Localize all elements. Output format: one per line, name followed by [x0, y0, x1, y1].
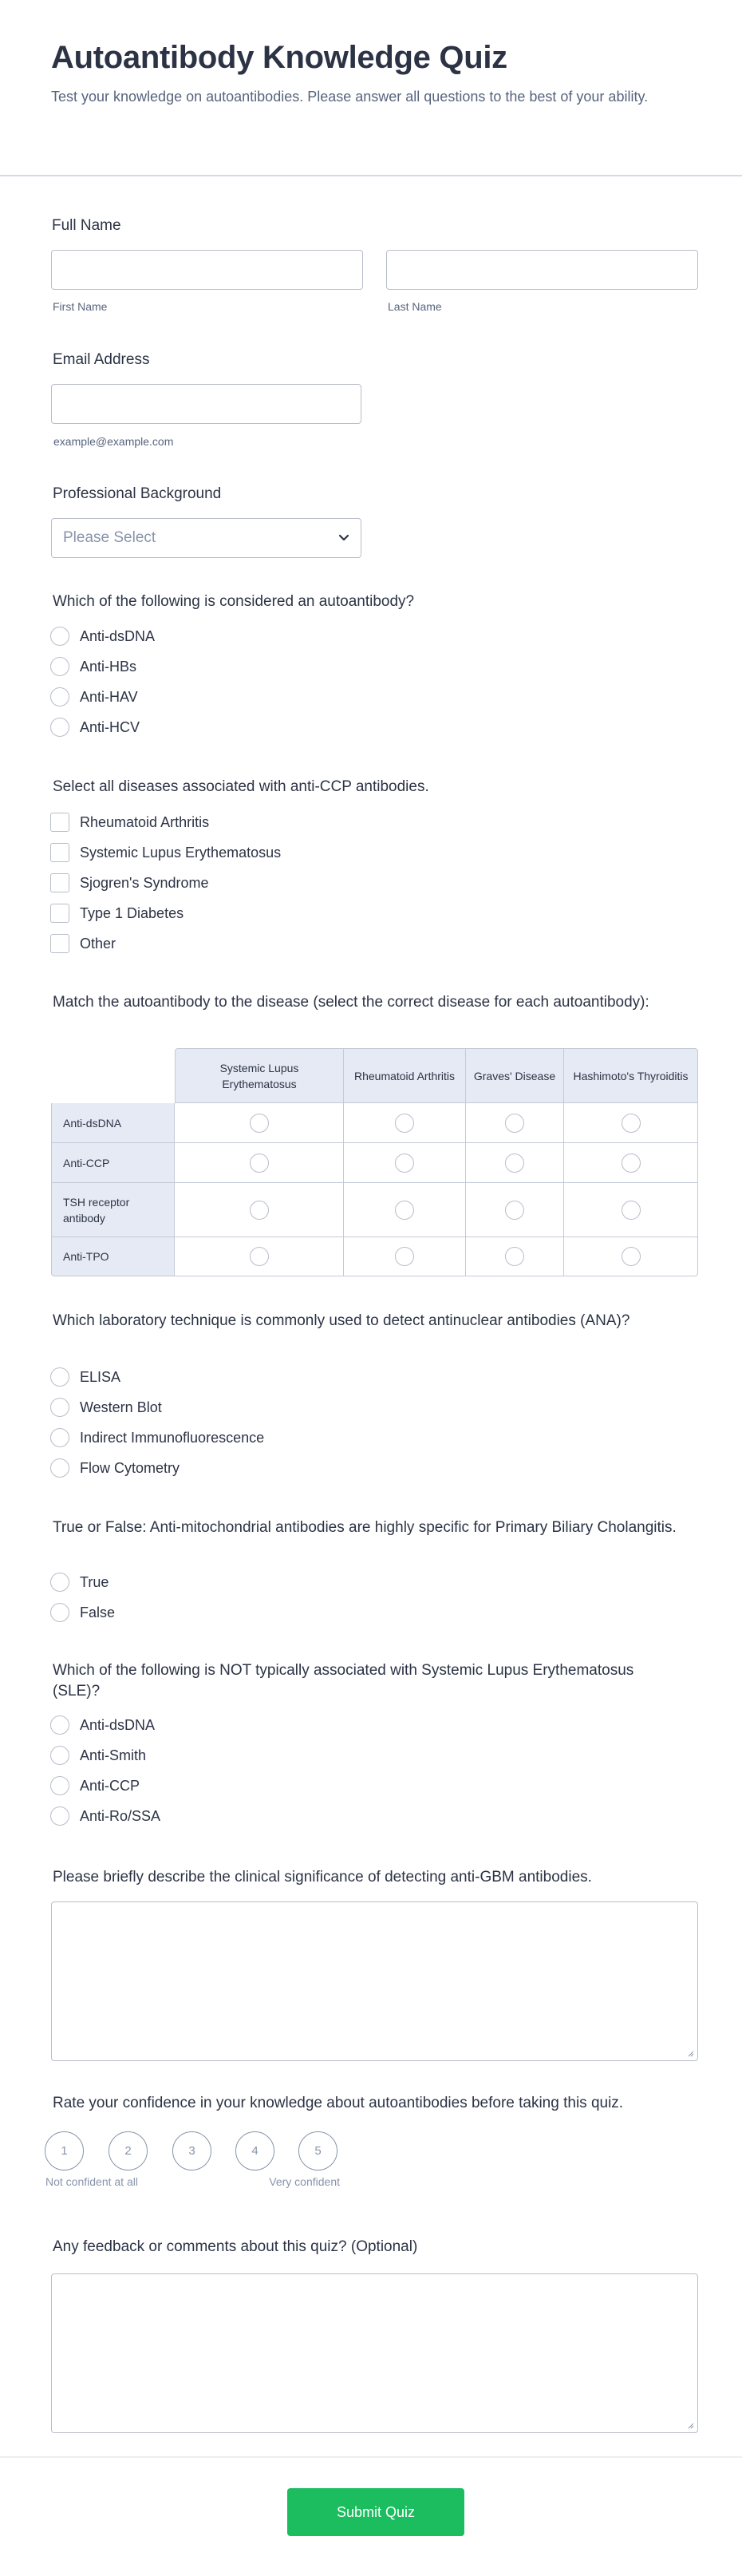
q6-option[interactable]: Anti-Smith [50, 1740, 160, 1771]
checkbox[interactable] [50, 813, 69, 832]
radio-button[interactable] [622, 1114, 641, 1133]
radio-button[interactable] [50, 1367, 69, 1387]
q4-option[interactable]: Indirect Immunofluorescence [50, 1423, 264, 1453]
anti-gbm-textarea[interactable] [51, 1901, 698, 2061]
q4-option[interactable]: Western Blot [50, 1392, 264, 1423]
rating-option-1[interactable]: 1 [45, 2131, 84, 2170]
rating-option-3[interactable]: 3 [172, 2131, 211, 2170]
radio-button[interactable] [50, 1715, 69, 1735]
q6-option[interactable]: Anti-CCP [50, 1771, 160, 1801]
chevron-down-icon [338, 534, 349, 542]
matrix-row-label: Anti-TPO [51, 1237, 175, 1276]
last-name-input[interactable] [386, 250, 698, 290]
matrix-row [51, 1103, 698, 1143]
matrix-row [51, 1143, 698, 1183]
q6-option[interactable]: Anti-Ro/SSA [50, 1801, 160, 1831]
matrix-column-header: Graves' Disease [466, 1048, 564, 1103]
radio-button[interactable] [395, 1247, 414, 1266]
matrix-table [51, 1048, 698, 1276]
matrix-column-header: Systemic Lupus Erythematosus [175, 1048, 344, 1103]
q8-label: Rate your confidence in your knowledge about autoantibodies before taking this quiz. [53, 2095, 624, 2111]
q2-options [50, 807, 281, 959]
q2-option[interactable]: Sjogren's Syndrome [50, 868, 281, 898]
rating-option-2[interactable]: 2 [109, 2131, 148, 2170]
first-name-sublabel: First Name [53, 300, 108, 313]
q6-options [50, 1710, 160, 1831]
radio-button[interactable] [50, 1573, 69, 1592]
rating-option-5[interactable]: 5 [298, 2131, 337, 2170]
header-divider [0, 175, 742, 176]
background-select-value: Please Select [63, 529, 156, 546]
q4-option[interactable]: ELISA [50, 1362, 264, 1392]
q7-label: Please briefly describe the clinical significance of detecting anti-GBM antibodies. [53, 1869, 592, 1886]
radio-button[interactable] [395, 1153, 414, 1173]
radio-button[interactable] [250, 1201, 269, 1220]
radio-button[interactable] [50, 1746, 69, 1765]
footer-divider [0, 2456, 742, 2458]
submit-quiz-button[interactable]: Submit Quiz [287, 2488, 464, 2536]
page-title: Autoantibody Knowledge Quiz [51, 40, 507, 75]
q2-option[interactable]: Systemic Lupus Erythematosus [50, 837, 281, 868]
resize-handle-icon[interactable] [686, 2049, 694, 2057]
q9-label: Any feedback or comments about this quiz? (Optional) [53, 2238, 418, 2255]
radio-button[interactable] [395, 1114, 414, 1133]
q2-label: Select all diseases associated with anti-CCP antibodies. [53, 778, 429, 795]
radio-button[interactable] [505, 1201, 524, 1220]
checkbox[interactable] [50, 934, 69, 953]
q5-options [50, 1567, 115, 1628]
first-name-input[interactable] [51, 250, 363, 290]
q1-label: Which of the following is considered an autoantibody? [53, 593, 415, 610]
page-subtitle: Test your knowledge on autoantibodies. Please answer all questions to the best of your ability. [51, 89, 649, 105]
rating-max-caption: Very confident [269, 2175, 340, 2188]
rating-option-4[interactable]: 4 [235, 2131, 274, 2170]
email-sublabel: example@example.com [53, 435, 174, 448]
email-input[interactable] [51, 384, 361, 424]
q1-option[interactable]: Anti-HAV [50, 682, 155, 712]
radio-button[interactable] [250, 1114, 269, 1133]
q5-option[interactable]: True [50, 1567, 115, 1597]
radio-button[interactable] [622, 1247, 641, 1266]
radio-button[interactable] [50, 687, 69, 706]
q1-options [50, 621, 155, 742]
radio-button[interactable] [505, 1153, 524, 1173]
matrix-column-header: Hashimoto's Thyroiditis [564, 1048, 698, 1103]
radio-button[interactable] [50, 1428, 69, 1447]
checkbox[interactable] [50, 873, 69, 892]
q2-option[interactable]: Type 1 Diabetes [50, 898, 281, 928]
background-select[interactable] [51, 518, 361, 558]
matrix-row-label: Anti-dsDNA [51, 1103, 175, 1143]
q2-option[interactable]: Other [50, 928, 281, 959]
checkbox[interactable] [50, 904, 69, 923]
radio-button[interactable] [505, 1247, 524, 1266]
q1-option[interactable]: Anti-dsDNA [50, 621, 155, 651]
q4-options [50, 1362, 264, 1483]
q1-option[interactable]: Anti-HBs [50, 651, 155, 682]
q4-label: Which laboratory technique is commonly used to detect antinuclear antibodies (ANA)? [53, 1312, 630, 1329]
radio-button[interactable] [395, 1201, 414, 1220]
radio-button[interactable] [50, 657, 69, 676]
email-label: Email Address [53, 351, 150, 368]
matrix-row [51, 1183, 698, 1237]
radio-button[interactable] [50, 1776, 69, 1795]
radio-button[interactable] [505, 1114, 524, 1133]
radio-button[interactable] [50, 1458, 69, 1478]
last-name-sublabel: Last Name [388, 300, 442, 313]
checkbox[interactable] [50, 843, 69, 862]
q6-label: Which of the following is NOT typically associated with Systemic Lupus Erythematosus (SLE)? [53, 1662, 634, 1700]
matrix-column-header: Rheumatoid Arthritis [344, 1048, 466, 1103]
radio-button[interactable] [250, 1153, 269, 1173]
radio-button[interactable] [50, 627, 69, 646]
q5-label: True or False: Anti-mitochondrial antibodies are highly specific for Primary Biliary Cholangitis. [53, 1519, 677, 1536]
rating-min-caption: Not confident at all [45, 2175, 138, 2188]
radio-button[interactable] [250, 1247, 269, 1266]
q3-label: Match the autoantibody to the disease (select the correct disease for each autoantibody): [53, 994, 649, 1011]
radio-button[interactable] [50, 1603, 69, 1622]
radio-button[interactable] [50, 718, 69, 737]
radio-button[interactable] [622, 1201, 641, 1220]
matrix-header-row [175, 1048, 698, 1103]
radio-button[interactable] [50, 1806, 69, 1826]
q5-option[interactable]: False [50, 1597, 115, 1628]
matrix-row [51, 1237, 698, 1276]
background-label: Professional Background [53, 485, 222, 502]
full-name-label: Full Name [52, 217, 121, 234]
q1-option[interactable]: Anti-HCV [50, 712, 155, 742]
radio-button[interactable] [50, 1398, 69, 1417]
matrix-row-label: TSH receptor antibody [51, 1183, 175, 1237]
q2-option[interactable]: Rheumatoid Arthritis [50, 807, 281, 837]
q4-option[interactable]: Flow Cytometry [50, 1453, 264, 1483]
feedback-textarea[interactable] [51, 2273, 698, 2433]
resize-handle-icon[interactable] [686, 2421, 694, 2429]
matrix-row-label: Anti-CCP [51, 1143, 175, 1183]
radio-button[interactable] [622, 1153, 641, 1173]
q6-option[interactable]: Anti-dsDNA [50, 1710, 160, 1740]
